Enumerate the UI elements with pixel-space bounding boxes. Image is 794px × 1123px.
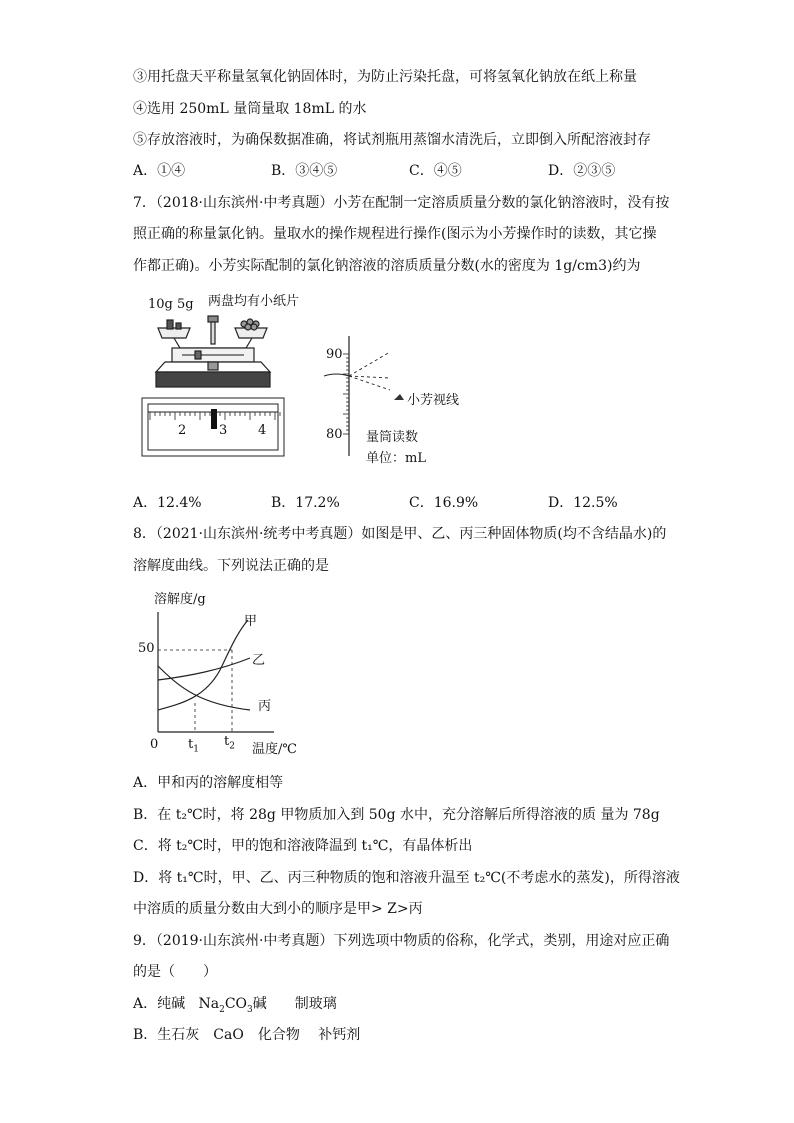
q7-stem-line-1: 7．（2018·山东滨州·中考真题）小芳在配制一定溶质质量分数的氯化钠溶液时，没有按 [133, 195, 670, 211]
series-label-jia: 甲 [244, 614, 258, 629]
series-label-bing: 丙 [258, 699, 272, 714]
ruler-tick-4: 4 [258, 423, 267, 438]
curve-yi [158, 658, 250, 680]
q8-stem-line-2: 溶解度曲线。下列说法正确的是 [133, 558, 329, 574]
cylinder-tick-80: 80 [326, 427, 343, 442]
graph-origin: 0 [150, 737, 159, 752]
eye-icon [394, 394, 404, 400]
graph-t1: $t_1$ [188, 737, 199, 755]
ruler-tick-2: 2 [178, 423, 187, 438]
q7-option-a: A．12.4% [133, 495, 202, 511]
q8-option-d-line-1: D．将 t₁℃时，甲、乙、丙三种物质的饱和溶液升温至 t₂℃(不考虑水的蒸发)，所得溶液 [133, 870, 680, 886]
sight-lines [349, 352, 390, 390]
right-pan [235, 319, 267, 338]
q7-option-d: D．12.5% [548, 495, 618, 511]
q6-item-5: ⑤存放溶液时，为确保数据准确，将试剂瓶用蒸馏水清洗后，立即倒入所配溶液封存 [133, 132, 651, 148]
graph-ylabel: 溶解度/g [154, 592, 206, 607]
q7-option-c: C．16.9% [409, 495, 479, 511]
q9-stem-line-2: 的是（ ） [133, 964, 217, 980]
balance-base [156, 362, 270, 387]
q6-option-d: D．②③⑤ [548, 163, 616, 179]
q9-option-b: B．生石灰 CaO 化合物 补钙剂 [133, 1027, 361, 1043]
cylinder-caption: 量筒读数 [366, 430, 419, 445]
rider-marker [211, 409, 217, 429]
q8-option-b: B．在 t₂℃时，将 28g 甲物质加入到 50g 水中，充分溶解后所得溶液的质 量为 78g [133, 807, 660, 823]
graph-xlabel: 温度/℃ [252, 742, 297, 757]
series-label-yi: 乙 [252, 653, 266, 668]
graph-t2: $t_2$ [224, 734, 235, 752]
paper-label: 两盘均有小纸片 [208, 294, 300, 309]
sight-label: 小芳视线 [407, 393, 460, 408]
q8-option-a: A．甲和丙的溶解度相等 [133, 775, 284, 791]
q8-option-c: C．将 t₂℃时，甲的饱和溶液降温到 t₁℃，有晶体析出 [133, 838, 473, 854]
q6-item-3: ③用托盘天平称量氢氧化钠固体时，为防止污染托盘，可将氢氧化钠放在纸上称量 [133, 69, 637, 85]
q9-option-a: A．纯碱 $Na_2CO_3$碱 制玻璃 [133, 996, 337, 1015]
solubility-graph [150, 608, 280, 738]
left-pan [158, 320, 190, 338]
q7-stem-line-3: 作都正确)。小芳实际配制的氯化钠溶液的溶质质量分数(水的密度为 1g/cm3)约为 [133, 258, 641, 274]
q9-stem-line-1: 9．（2019·山东滨州·中考真题）下列选项中物质的俗称，化学式，类别，用途对应正确 [133, 933, 670, 949]
q7-option-b: B．17.2% [271, 495, 340, 511]
cylinder-tick-90: 90 [326, 347, 343, 362]
unit-caption: 单位：mL [366, 451, 426, 466]
q8-option-d-line-2: 中溶质的质量分数由大到小的顺序是甲> Z>丙 [133, 901, 423, 917]
q6-option-a: A．①④ [133, 163, 186, 179]
q7-stem-line-2: 照正确的称量氯化钠。量取水的操作规程进行操作(图示为小芳操作时的读数，其它操 [133, 226, 657, 242]
curve-jia [158, 620, 248, 710]
q6-option-c: C．④⑤ [409, 163, 462, 179]
ruler-tick-3: 3 [219, 423, 228, 438]
q6-item-4: ④选用 250mL 量筒量取 18mL 的水 [133, 101, 367, 117]
balance-illustration [140, 308, 290, 458]
graph-ytick-50: 50 [138, 641, 155, 656]
q6-option-b: B．③④⑤ [271, 163, 338, 179]
weights-label: 10g 5g [148, 297, 194, 312]
q8-stem-line-1: 8．（2021·山东滨州·统考中考真题）如图是甲、乙、丙三种固体物质(均不含结晶水)的 [133, 526, 667, 542]
